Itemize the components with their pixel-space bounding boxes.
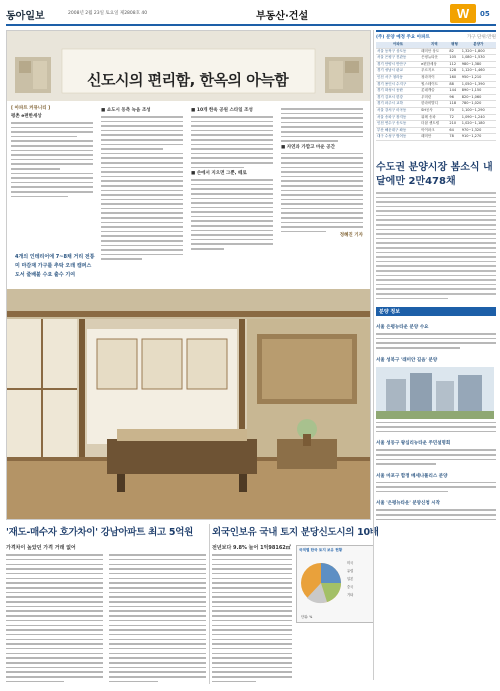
header-decoration	[7, 31, 370, 101]
masthead	[6, 4, 496, 26]
newspaper-logo: 동아일보	[6, 11, 45, 22]
table-cell: 112	[448, 61, 460, 68]
table-header-cell: 평형	[448, 42, 460, 48]
table-cell: 인천 서구 청라동	[376, 74, 420, 81]
table-row	[376, 55, 496, 62]
column-subhead: ■ 10개 한옥 공원 스타일 조성	[191, 108, 253, 113]
right-article-body	[376, 192, 496, 299]
table-cell: 210	[448, 121, 460, 128]
table-cell: 118	[448, 101, 460, 108]
table-row	[376, 81, 496, 88]
feature-header-band	[7, 31, 370, 101]
table-cell: 힐스테이트	[420, 81, 448, 88]
text-column-1	[11, 105, 93, 197]
table-cell: 88	[448, 81, 460, 88]
apartment-table	[376, 42, 496, 141]
brief-title: 서울 은평뉴타운 분양 수요	[376, 325, 429, 331]
chart-label: 기타	[347, 593, 354, 597]
land-ownership-chart	[296, 545, 374, 623]
table-cell: 서울 강서구 마곡동	[376, 107, 420, 114]
table-cell: e편한세상	[420, 61, 448, 68]
page-number: 05	[480, 10, 490, 18]
feature-article	[6, 30, 371, 520]
table-cell: 서울 동작구 상도동	[376, 48, 420, 55]
pie-slice	[321, 563, 341, 583]
table-cell: 820~1,060	[461, 94, 496, 101]
column-title: 평촌 e편한세상	[11, 114, 42, 119]
column-subhead: ■ 쇼도시 동측 녹음 조성	[101, 108, 151, 113]
table-cell: 1,080~1,530	[461, 55, 496, 62]
bottom-left-headline: '재도-매수자 호가차이' 강남아파트 최고 5억원	[6, 527, 193, 538]
hanok-interior-photo	[7, 289, 370, 519]
brief-title: 서울 성동구 왕십리뉴타운 주민설명회	[376, 441, 451, 447]
table-row	[376, 127, 496, 134]
building-illustration	[376, 367, 494, 419]
chart-label: 미국	[347, 561, 354, 565]
table-cell: 70	[448, 107, 460, 114]
table-row	[376, 68, 496, 75]
table-cell: 대구 수성구 범어동	[376, 134, 420, 141]
brief-photo	[376, 367, 494, 419]
table-row	[376, 74, 496, 81]
table-cell: 경기 성남시 판교	[376, 68, 420, 75]
table-cell: 970~1,320	[461, 127, 496, 134]
table-cell: SH공사	[420, 107, 448, 114]
table-cell: 청라자이	[420, 74, 448, 81]
brief-title: 서울 성북구 '래미안 길음' 분양	[376, 357, 438, 363]
table-cell: 한라비발디	[420, 101, 448, 108]
table-cell: 1,050~1,390	[461, 81, 496, 88]
table-row	[376, 121, 496, 128]
table-cell: 72	[448, 114, 460, 121]
chart-label: 일본	[347, 577, 354, 581]
table-header-row	[376, 42, 496, 48]
table-cell: 1,100~1,290	[461, 107, 496, 114]
table-cell: 96	[448, 94, 460, 101]
right-column	[376, 30, 496, 520]
chart-label: 유럽	[347, 569, 354, 573]
text-column-4	[281, 105, 363, 238]
table-row	[376, 134, 496, 141]
table-cell: 부산 해운대구 좌동	[376, 127, 420, 134]
table-cell: 래미안	[420, 134, 448, 141]
weekend-badge: W	[450, 4, 476, 23]
table-header-cell: 지역	[420, 42, 448, 48]
apartment-table-title	[376, 30, 496, 40]
table-cell: 푸르지오	[420, 68, 448, 75]
chart-label: 중국	[347, 585, 354, 589]
brief-title: 서울 마포구 합정 메세나폴리스 분양	[376, 473, 448, 479]
column-subhead: ■ 손에서 지으면 그뿐, 떼로	[191, 171, 247, 177]
table-cell: 서울 송파구 장지동	[376, 114, 420, 121]
table-cell: 우미린	[420, 94, 448, 101]
section-title: 부동산·건설	[256, 11, 309, 22]
table-cell: 경기 파주시 교하	[376, 101, 420, 108]
table-row	[376, 94, 496, 101]
table-cell: 980~1,380	[461, 61, 496, 68]
table-cell: 780~1,020	[461, 101, 496, 108]
column-divider	[373, 30, 374, 680]
chart-title: 국적별 한국 토지 보유 현황	[299, 548, 343, 552]
table-row	[376, 61, 496, 68]
pie-chart	[297, 555, 375, 615]
table-row	[376, 107, 496, 114]
table-row	[376, 101, 496, 108]
text-column-3	[191, 105, 273, 250]
column-subhead: ■ 자연과 가깝고 마운 공간	[281, 144, 335, 150]
bottom-right-headline: 외국인보유 국내 토지 분당신도시의 10배	[212, 527, 379, 538]
chart-unit: 단위: %	[301, 615, 313, 619]
section-box-title: 분양 정보	[376, 307, 496, 316]
table-cell: 서울 은평구 진관동	[376, 55, 420, 62]
byline: 정혜진 기자	[339, 233, 363, 239]
table-cell: 1,090~1,240	[461, 114, 496, 121]
bottom-right-subhead: 전년보다 9.8% 늘어 1억98162㎡	[212, 545, 291, 551]
table-unit: 가구 단위:만원	[466, 35, 496, 40]
right-headline: 수도권 분양시장 봄소식 내달에만 2만478채	[376, 161, 493, 187]
table-cell: 128	[448, 68, 460, 75]
pull-quote: 4개의 인테리어에 7~8채 거리 전통미 마감재 가구를 추탁 오래 캠퍼스도서 줄배불 수요 출수 기여	[15, 254, 95, 278]
table-cell: 160	[448, 74, 460, 81]
table-cell: 경기 화성시 동탄	[376, 88, 420, 95]
table-cell: 위례 송파	[420, 114, 448, 121]
table-cell: 78	[448, 134, 460, 141]
table-cell: 더샵 센트럴	[420, 121, 448, 128]
brief-title: 서울 '은평뉴타운' 분양신청 시작	[376, 501, 440, 507]
table-cell: 950~1,210	[461, 74, 496, 81]
table-cell: 경기 안양시 만안구	[376, 61, 420, 68]
bottom-left-article	[6, 524, 206, 682]
table-header-cell: 아파트	[376, 42, 420, 48]
table-row	[376, 88, 496, 95]
table-cell: 경기 김포시 한강	[376, 94, 420, 101]
table-cell: 아이파크	[420, 127, 448, 134]
table-cell: 1,120~1,460	[461, 68, 496, 75]
table-cell: 은평뉴타운	[420, 55, 448, 62]
table-cell: 경기 용인시 수지구	[376, 81, 420, 88]
table-cell: 144	[448, 88, 460, 95]
issue-date: 2008년 2월 23일 토요일 제2808호 40	[68, 11, 148, 16]
column-divider	[209, 524, 210, 684]
bottom-left-subhead: 가격차이 높았던 가격 거래 없어	[6, 545, 76, 551]
text-column-2	[101, 105, 183, 260]
table-cell: 910~1,270	[461, 134, 496, 141]
feature-headline: 신도시의 편리함, 한옥의 아늑함	[87, 71, 289, 89]
table-cell: 1,020~1,180	[461, 121, 496, 128]
table-cell: 64	[448, 127, 460, 134]
table-title-text: (주) 분양 예정 주요 아파트	[376, 35, 430, 40]
table-row	[376, 114, 496, 121]
table-row	[376, 48, 496, 55]
table-cell: 82	[448, 48, 460, 55]
table-cell: 롯데캐슬	[420, 88, 448, 95]
table-cell: 105	[448, 55, 460, 62]
table-cell: 인천 연수구 송도동	[376, 121, 420, 128]
interior-illustration	[7, 289, 370, 519]
table-header-cell: 분양가	[461, 42, 496, 48]
table-cell: 1,320~1,800	[461, 48, 496, 55]
table-cell: 래미안 상도	[420, 48, 448, 55]
column-tag: [ 아파트 커뮤니티 ]	[11, 106, 51, 111]
table-cell: 890~1,150	[461, 88, 496, 95]
